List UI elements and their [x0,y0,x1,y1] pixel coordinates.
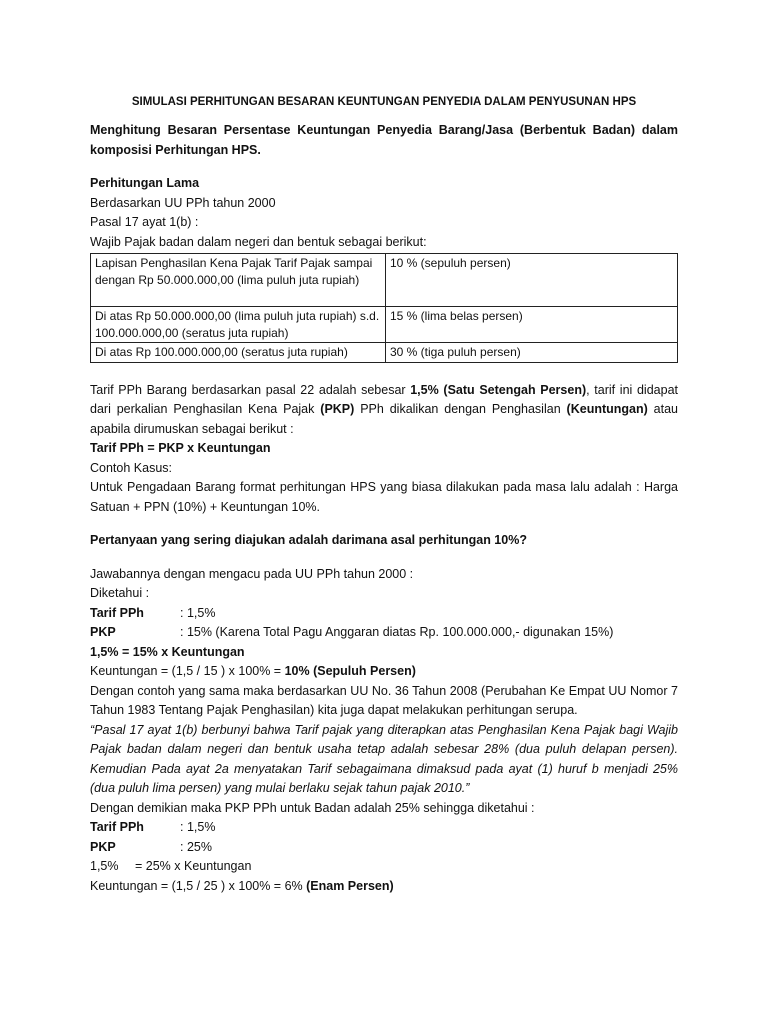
document-title: SIMULASI PERHITUNGAN BESARAN KEUNTUNGAN PENYEDIA DALAM PENYUSUNAN HPS [131,96,637,108]
known-key: Tarif PPh [90,605,144,620]
result-2 [90,877,678,897]
known-tarif-row-2 [90,818,678,838]
known-pkp-row-2 [90,838,678,858]
article-line: Pasal 17 ayat 1(b) : [90,215,199,229]
known-value: : 1,5% [180,605,216,620]
text-run: (Enam Persen) [306,878,394,893]
taxpayer-line: Wajib Pajak badan dalam negeri dan bentuk sebagai berikut: [90,234,427,249]
text-run: (Keuntungan) [566,402,648,416]
law-quote: “Pasal 17 ayat 1(b) berbunyi bahwa Tarif pajak yang diterapkan atas Penghasilan Kena Pajak bagi Wajib Pajak badan dalam negeri dan bentuk usaha tetap adalah sebesar 28% (dua puluh delapan persen). Kemudian Pada ayat 2a menyatakan Tarif sebagaimana dimaksud pada ayat (1) huruf b menjadi 25% (dua puluh lima persen) yang mulai berlaku sejak tahun pajak 2010.” [90,722,678,795]
text-run: (PKP) [320,402,355,416]
case-text: Untuk Pengadaan Barang format perhitungan HPS yang biasa dilakukan pada masa lalu adalah : Harga Satuan + PPN (10%) + Keuntungan 10%. [90,480,678,514]
tax-rate-table [90,253,678,363]
table-row [91,307,678,343]
known-tarif-row [90,604,678,624]
table-cell-bracket: Lapisan Penghasilan Kena Pajak Tarif Pajak sampai dengan Rp 50.000.000,00 (lima puluh juta rupiah) [91,254,386,307]
known-value: : 15% (Karena Total Pagu Anggaran diatas Rp. 100.000.000,- digunakan 15%) [180,625,614,639]
known-key: PKP [90,839,116,854]
document-content [90,95,678,896]
new-law-paragraph: Dengan contoh yang sama maka berdasarkan UU No. 36 Tahun 2008 (Perubahan Ke Empat UU Nomor 7 Tahun 1983 Tentang Pajak Penghasilan) kita juga dapat melakukan perhitungan serupa. [90,683,678,717]
question-line: Pertanyaan yang sering diajukan adalah darimana asal perhitungan 10%? [90,533,527,547]
table-cell-bracket: Di atas Rp 100.000.000,00 (seratus juta rupiah) [91,343,386,363]
table-row [91,343,678,363]
text-run: Tarif PPh Barang berdasarkan pasal 22 adalah sebesar [90,382,411,397]
intro-paragraph: Menghitung Besaran Persentase Keuntungan Penyedia Barang/Jasa (Berbentuk Badan) dalam komposisi Perhitungan HPS. [90,123,678,157]
text-run: PPh dikalikan dengan Penghasilan [354,402,567,416]
formula-line: Tarif PPh = PKP x Keuntungan [90,441,271,455]
conclusion-line: Dengan demikian maka PKP PPh untuk Badan adalah 25% sehingga diketahui : [90,800,535,815]
text-run: (Satu Setengah Persen) [438,382,587,397]
old-calc-heading: Perhitungan Lama [90,176,200,190]
table-cell-rate: 30 % (tiga puluh persen) [386,343,678,363]
text-run: 10% (Sepuluh Persen) [284,664,416,678]
text-run: atau apabila dirumuskan sebagai berikut : [90,402,678,436]
equation-right: = 25% x Keuntungan [135,859,252,873]
text-run: , tarif ini didapat dari perkalian Penghasilan Kena Pajak [90,382,678,416]
case-heading: Contoh Kasus: [90,460,172,475]
equation-left: 1,5% [90,859,119,873]
known-key: PKP [90,625,116,639]
result-1 [90,662,678,682]
equation-2 [90,857,678,877]
known-value: : 25% [180,839,212,854]
table-cell-rate: 15 % (lima belas persen) [386,307,678,343]
known-value: : 1,5% [180,820,216,834]
known-key: Tarif PPh [90,820,144,834]
pph-explanation [90,381,678,440]
answer-intro: Jawabannya dengan mengacu pada UU PPh tahun 2000 : [90,566,414,581]
known-label: Diketahui : [90,586,150,600]
table-cell-bracket: Di atas Rp 50.000.000,00 (lima puluh juta rupiah) s.d. 100.000.000,00 (seratus juta rupiah) [91,307,386,343]
equation-1: 1,5% = 15% x Keuntungan [90,644,245,659]
known-pkp-row [90,623,678,643]
text-run: Keuntungan = (1,5 / 25 ) x 100% = 6% [90,878,307,893]
text-run: Keuntungan = (1,5 / 15 ) x 100% = [90,664,285,678]
table-cell-rate: 10 % (sepuluh persen) [386,254,678,307]
based-on-line: Berdasarkan UU PPh tahun 2000 [90,195,276,210]
table-row [91,254,678,307]
text-run: 1,5% [410,382,439,397]
